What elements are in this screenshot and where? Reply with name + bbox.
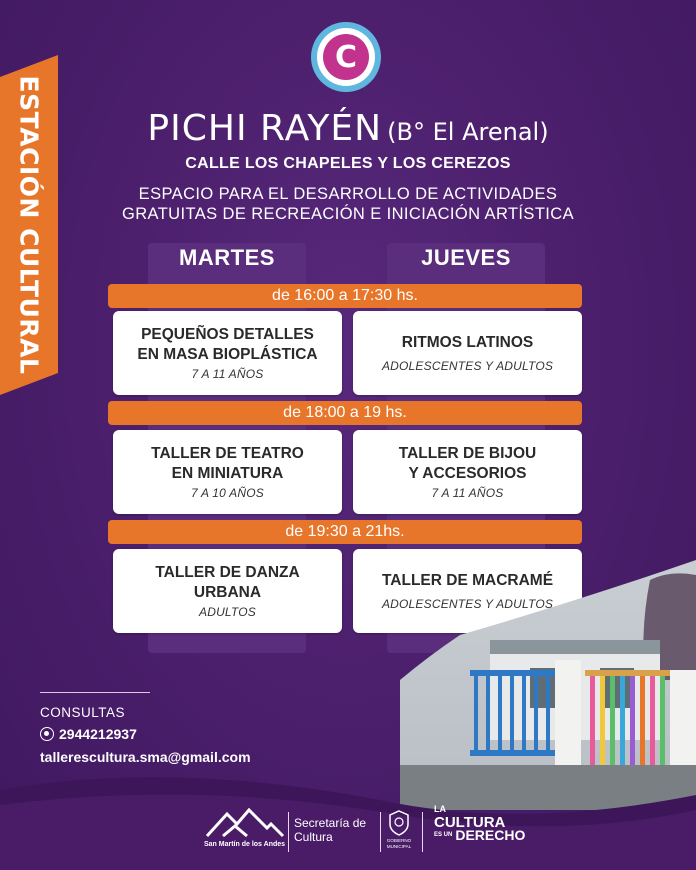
card-title: URBANA [193,584,262,601]
footer-separator [380,812,381,852]
time-slot-2: de 18:00 a 19 hs. [108,401,582,425]
secretaria-line-2: Cultura [294,830,333,844]
day-jueves: JUEVES [421,245,511,270]
card-age: 7 A 11 AÑOS [431,486,504,500]
card-title: TALLER DE BIJOU [398,445,537,462]
cultura-line-2: CULTURA [434,814,506,831]
card-age: ADULTOS [199,605,256,619]
logo-letter: C [323,34,369,80]
cultura-line-4: DERECHO [455,827,526,843]
card-age: 7 A 10 AÑOS [191,486,264,500]
day-martes: MARTES [179,245,275,270]
secretaria-line-1: Secretaría de [294,816,367,830]
cultura-line-3: ES UN [434,832,453,838]
time-slot-1: de 16:00 a 17:30 hs. [108,284,582,308]
card-title: EN MINIATURA [171,465,284,482]
footer-separator [422,812,423,852]
title-main: PICHI RAYÉN [147,108,383,149]
title-suffix: (B° El Arenal) [387,118,549,146]
activity-card [113,430,342,514]
card-title: RITMOS LATINOS [401,334,534,351]
gobierno-line-2: MUNICIPAL [386,844,412,849]
card-title: PEQUEÑOS DETALLES [141,326,314,343]
gobierno-logo [384,838,414,850]
phone-number[interactable]: 2944212937 [59,726,137,742]
card-age: ADOLESCENTES Y ADULTOS [381,359,554,373]
contact-label: CONSULTAS [40,705,126,720]
activity-card [113,311,342,395]
card-age: 7 A 11 AÑOS [191,367,264,381]
municipality-name: San Martín de los Andes [204,841,286,848]
page-title [0,108,696,149]
card-age: ADOLESCENTES Y ADULTOS [381,597,554,611]
card-title: TALLER DE DANZA [155,564,300,581]
address: CALLE LOS CHAPELES Y LOS CEREZOS [185,155,511,172]
cultura-derecho-logo [434,803,525,842]
footer-wave [0,760,696,870]
cultura-logo [311,22,381,92]
gobierno-line-1: GOBIERNO [386,838,412,843]
card-title: EN MASA BIOPLÁSTICA [137,346,318,363]
card-title: TALLER DE MACRAMÉ [381,572,554,589]
activity-card [113,549,342,633]
time-slot-3: de 19:30 a 21hs. [108,520,582,544]
description-line-2: GRATUITAS DE RECREACIÓN E INICIACIÓN ARTÍSTICA [121,205,575,223]
secretaria-logo [294,816,366,844]
cultura-line-1: LA [434,804,446,814]
phone-row[interactable] [40,726,137,742]
divider [40,692,150,693]
activity-card [353,430,582,514]
mountain-logo-icon [205,806,285,838]
shield-icon [388,810,410,836]
activity-card [353,311,582,395]
description [0,184,696,224]
contact-email[interactable]: tallerescultura.sma@gmail.com [40,749,251,765]
card-title: TALLER DE TEATRO [151,445,304,462]
card-title: Y ACCESORIOS [408,465,527,482]
description-line-1: ESPACIO PARA EL DESARROLLO DE ACTIVIDADES [138,185,558,203]
whatsapp-icon [40,727,54,741]
footer-separator [288,812,289,852]
ribbon-label: ESTACIÓN CULTURAL [14,75,44,375]
